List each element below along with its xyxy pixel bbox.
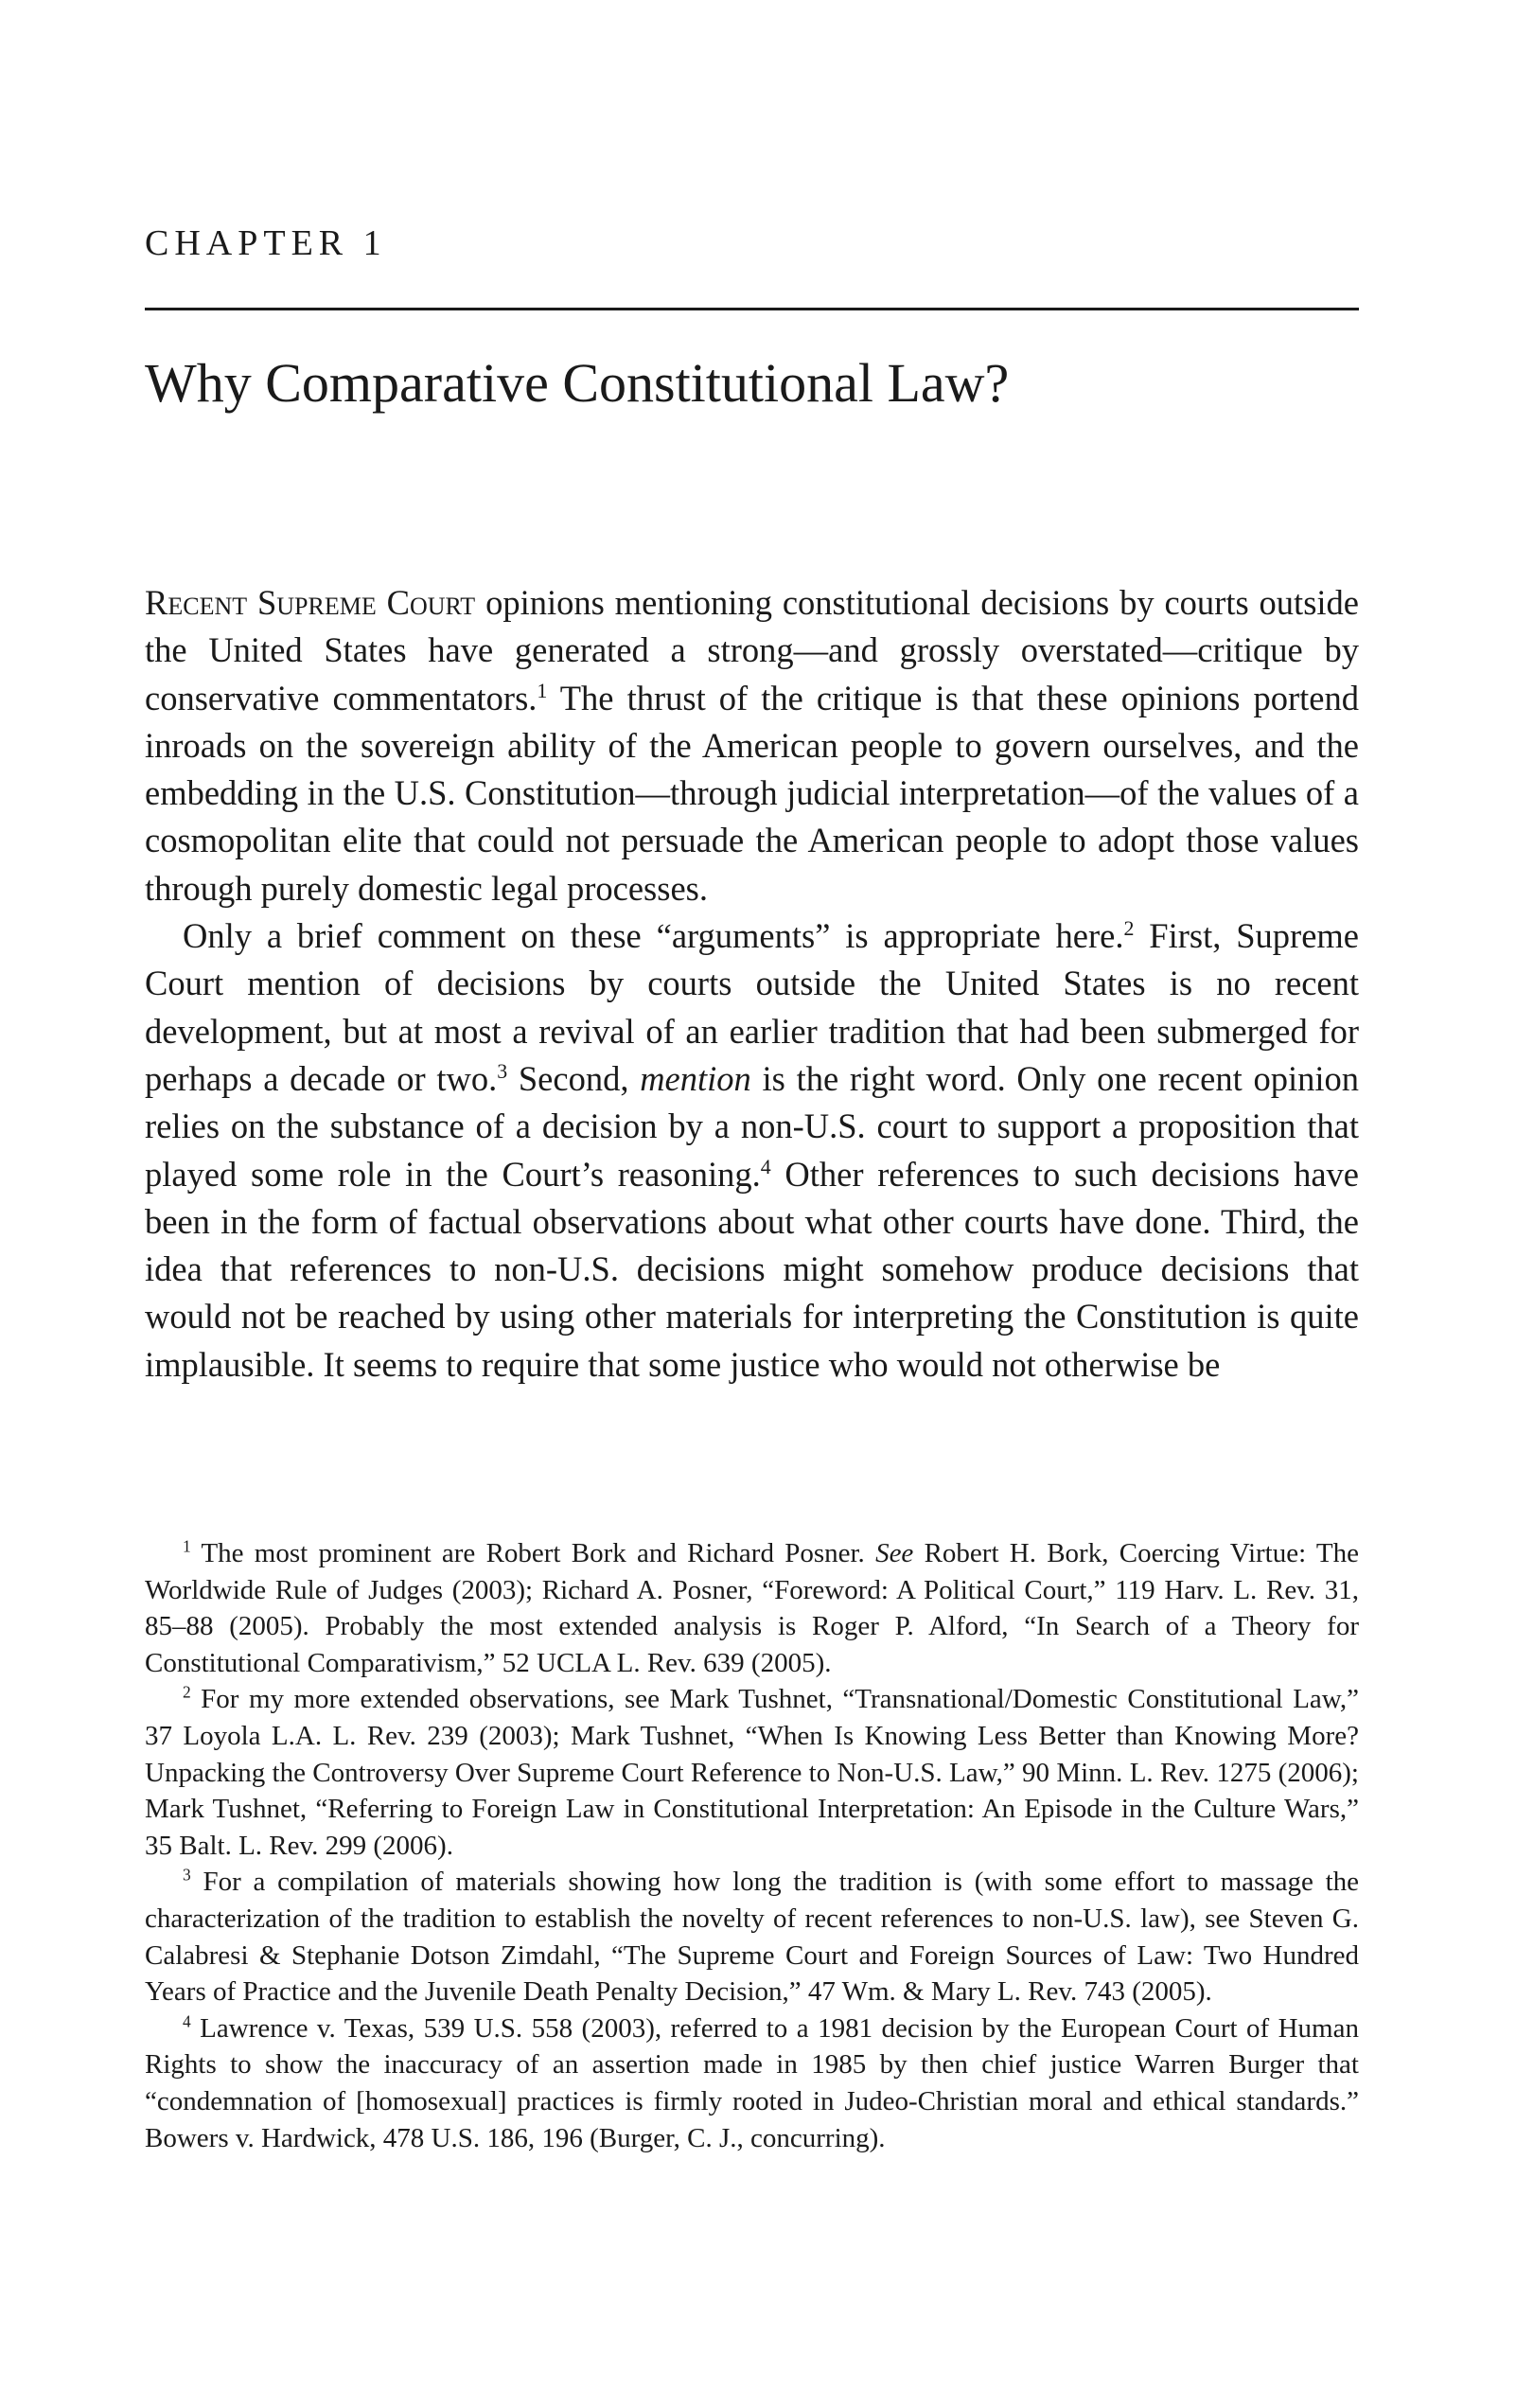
footnote-number: 1 xyxy=(183,1536,191,1556)
body-text xyxy=(145,579,1359,1389)
emphasized-word: mention xyxy=(640,1058,751,1098)
paragraph-text: First, Supreme Court mention of decisions by courts outside the United States is no recent development, but at most a revival of an earlier tradition that had been submerged for perhaps a decade or two. xyxy=(145,916,1359,1098)
footnote xyxy=(145,1864,1359,2010)
footnote-text: The most prominent are Robert Bork and Richard Posner. xyxy=(190,1538,876,1568)
citation-signal: See xyxy=(875,1538,914,1568)
footnote xyxy=(145,2010,1359,2156)
paragraph-text: Only a brief comment on these “arguments” is appropriate here. xyxy=(183,916,1124,956)
paragraph-text: opinions mentioning constitutional decisions by courts outside the United States have generated a strong—and grossly overstated—critique by conservative commentators. xyxy=(145,583,1359,717)
footnote-number: 4 xyxy=(183,2011,191,2031)
footnote-number: 2 xyxy=(183,1682,191,1702)
footnote xyxy=(145,1535,1359,1681)
paragraph-text: The thrust of the critique is that these opinions portend inroads on the sovereign ability of the American people to govern ourselves, and the embedding in the U.S. Constitution—through judicial interpretation—of the values of a cosmopolitan elite that could not persuade the American people to adopt those values through purely domestic legal processes. xyxy=(145,678,1359,908)
footnote-ref: 4 xyxy=(760,1154,771,1178)
footnote-number: 3 xyxy=(183,1865,191,1885)
lead-in-word: Court xyxy=(386,583,476,622)
body-paragraph xyxy=(145,579,1359,912)
paragraph-text: Second, xyxy=(507,1058,641,1098)
footnote-ref: 1 xyxy=(537,678,548,702)
footnote-text: For a compilation of materials showing how long the tradition is (with some effort to massage the characterization of the tradition to establish the novelty of recent references to non-U.S. law), see Steven G. Calabresi & Stephanie Dotson Zimdahl, “The Supreme Court and Foreign Sources of Law: Two Hundred Years of Practice and the Juvenile Death Penalty Decision,” 47 Wm. & Mary L. Rev. 743 (2005). xyxy=(145,1867,1359,2008)
footnote-ref: 2 xyxy=(1123,915,1135,940)
chapter-title: Why Comparative Constitutional Law? xyxy=(145,352,1010,414)
footnote-ref: 3 xyxy=(497,1058,508,1083)
footnote xyxy=(145,1681,1359,1864)
chapter-divider xyxy=(145,308,1359,310)
footnote-text: Robert H. Bork, Coercing Virtue: The Worldwide Rule of Judges (2003); Richard A. Posner, “Foreword: A Political Court,” 119 Harv. L. Rev. 31, 85–88 (2005). Probably the most extended analysis is Roger P. Alford, “In Search of a Theory for Constitutional Comparativism,” 52 UCLA L. Rev. 639 (2005). xyxy=(145,1538,1359,1678)
footnote-text: Lawrence v. Texas, 539 U.S. 558 (2003), referred to a 1981 decision by the European Court of Human Rights to show the inaccuracy of an assertion made in 1985 by then chief justice Warren Burger that “condemnation of [homosexual] practices is firmly rooted in Judeo-Christian moral and ethical standards.” Bowers v. Hardwick, 478 U.S. 186, 196 (Burger, C. J., concurring). xyxy=(145,2012,1359,2153)
chapter-label: CHAPTER 1 xyxy=(145,223,387,263)
book-page xyxy=(145,0,1359,2408)
footnote-text: For my more extended observations, see Mark Tushnet, “Transnational/Domestic Constitutional Law,” 37 Loyola L.A. L. Rev. 239 (2003); Mark Tushnet, “When Is Knowing Less Better than Knowing More? Unpacking the Controversy Over Supreme Court Reference to Non-U.S. Law,” 90 Minn. L. Rev. 1275 (2006); Mark Tushnet, “Referring to Foreign Law in Constitutional Interpretation: An Episode in the Culture Wars,” 35 Balt. L. Rev. 299 (2006). xyxy=(145,1684,1359,1861)
lead-in-word: Supreme xyxy=(256,583,377,622)
footnotes xyxy=(145,1535,1359,2156)
paragraph-text: is the right word. Only one recent opinion relies on the substance of a decision by a non-U.S. court to support a proposition that played some role in the Court’s reasoning. xyxy=(145,1058,1359,1194)
lead-in-word: Recent xyxy=(145,583,248,622)
body-paragraph xyxy=(145,912,1359,1389)
paragraph-text: Other references to such decisions have been in the form of factual observations about what other courts have done. Third, the idea that references to non-U.S. decisions might somehow produce decisions that would not be reached by using other materials for interpreting the Constitution is quite implausible. It seems to require that some justice who would not otherwise be xyxy=(145,1154,1359,1384)
